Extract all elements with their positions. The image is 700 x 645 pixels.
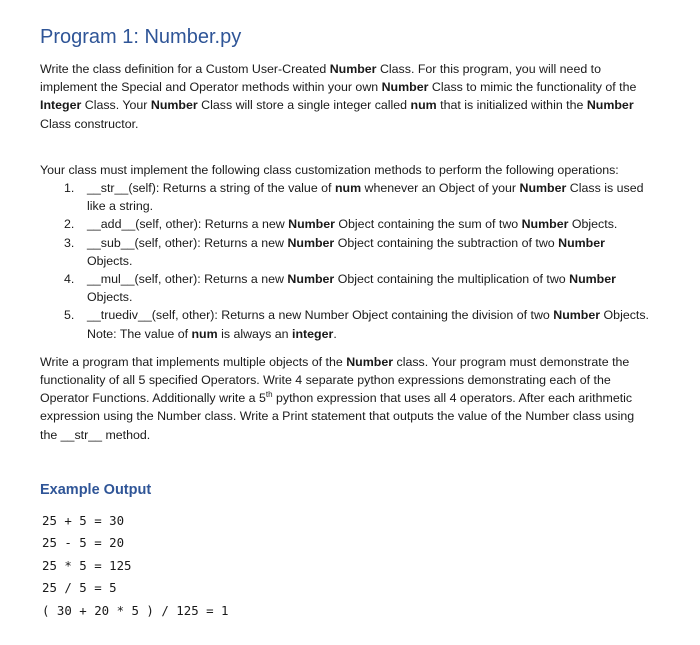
list-bold: Number bbox=[287, 272, 335, 287]
program-paragraph bbox=[40, 353, 650, 444]
intro-text: that is initialized within the bbox=[436, 98, 587, 113]
intro-text: Write the class definition for a Custom User-Created bbox=[40, 62, 330, 76]
list-text: __sub__(self, other): Returns a new bbox=[87, 235, 288, 250]
list-number: 1. bbox=[64, 181, 75, 196]
list-item bbox=[40, 270, 650, 306]
intro-bold: Number bbox=[329, 62, 377, 76]
code-line: 25 * 5 = 125 bbox=[42, 557, 132, 573]
list-text: Objects. bbox=[568, 217, 618, 232]
list-text: Objects. Note: The value of bbox=[87, 308, 649, 341]
example-output-block bbox=[40, 510, 650, 623]
operations-lead: Your class must implement the following class customization methods to perform the following operations: bbox=[40, 162, 619, 177]
list-bold: integer bbox=[292, 326, 334, 341]
intro-paragraph bbox=[40, 60, 650, 133]
list-bold: Number bbox=[558, 235, 605, 250]
list-item bbox=[40, 215, 650, 233]
list-bold: Number bbox=[521, 217, 569, 232]
intro-bold: Number bbox=[381, 80, 429, 95]
intro-text: Class. For this program, you will need to implement the Special and Operator methods within your own bbox=[40, 62, 602, 95]
program-text: class. Your program must demonstrate the functionality of all 5 specified Operators. Write 4 separate python expressions demonstrating each of the Operator Functions. Additionally write a 5 bbox=[40, 354, 630, 406]
program-text: python expression that uses all 4 operators. After each arithmetic expression using the Number class. Write a Print statement that outputs the value of the Number class using the __str__ method. bbox=[40, 391, 635, 442]
example-output-heading: Example Output bbox=[40, 481, 152, 498]
list-bold: Number bbox=[569, 272, 616, 287]
list-bold: num bbox=[191, 326, 218, 341]
code-line: 25 + 5 = 30 bbox=[42, 512, 125, 528]
operations-list bbox=[40, 179, 650, 343]
document-title: Program 1: Number.py bbox=[40, 26, 242, 48]
list-bold: Number bbox=[519, 181, 567, 196]
list-number: 3. bbox=[64, 235, 75, 250]
list-bold: Number bbox=[287, 235, 335, 250]
intro-text: Class to mimic the functionality of the bbox=[428, 80, 637, 95]
list-bold: Number bbox=[553, 308, 601, 323]
list-number: 5. bbox=[64, 308, 75, 323]
intro-text: Class. Your bbox=[81, 98, 151, 113]
list-text: __add__(self, other): Returns a new bbox=[87, 217, 289, 232]
intro-bold: Number bbox=[586, 98, 634, 113]
list-item bbox=[40, 179, 650, 215]
list-item bbox=[40, 234, 650, 270]
list-item bbox=[40, 306, 650, 342]
intro-bold: Integer bbox=[40, 98, 82, 113]
code-line: 25 - 5 = 20 bbox=[42, 535, 125, 551]
intro-text: Class constructor. bbox=[40, 116, 139, 131]
list-text: whenever an Object of your bbox=[361, 181, 520, 196]
code-line: 25 / 5 = 5 bbox=[42, 580, 117, 596]
list-text: Object containing the subtraction of two bbox=[334, 235, 559, 250]
list-bold: Number bbox=[288, 217, 335, 232]
intro-bold: Number bbox=[150, 98, 198, 113]
list-text: __mul__(self, other): Returns a new bbox=[87, 272, 288, 287]
intro-text: Class will store a single integer called bbox=[197, 98, 411, 113]
superscript: th bbox=[265, 390, 273, 400]
list-text: Object containing the sum of two bbox=[334, 217, 522, 232]
list-text: Objects. bbox=[87, 253, 133, 268]
list-text: Objects. bbox=[87, 290, 133, 305]
code-line: ( 30 + 20 * 5 ) / 125 = 1 bbox=[42, 602, 229, 618]
list-number: 2. bbox=[64, 217, 75, 232]
list-text: is always an bbox=[217, 326, 292, 341]
program-bold: Number bbox=[346, 354, 394, 369]
list-text: Class is used like a string. bbox=[87, 181, 644, 214]
intro-bold: num bbox=[410, 98, 437, 113]
program-text: Write a program that implements multiple objects of the bbox=[40, 354, 347, 369]
list-text: __truediv__(self, other): Returns a new Number Object containing the division of two bbox=[87, 308, 554, 323]
list-number: 4. bbox=[64, 272, 75, 287]
document bbox=[40, 24, 650, 622]
list-text: __str__(self): Returns a string of the value of bbox=[87, 181, 335, 196]
list-text: . bbox=[333, 326, 337, 341]
list-bold: num bbox=[334, 181, 362, 196]
list-text: Object containing the multiplication of two bbox=[334, 272, 570, 287]
